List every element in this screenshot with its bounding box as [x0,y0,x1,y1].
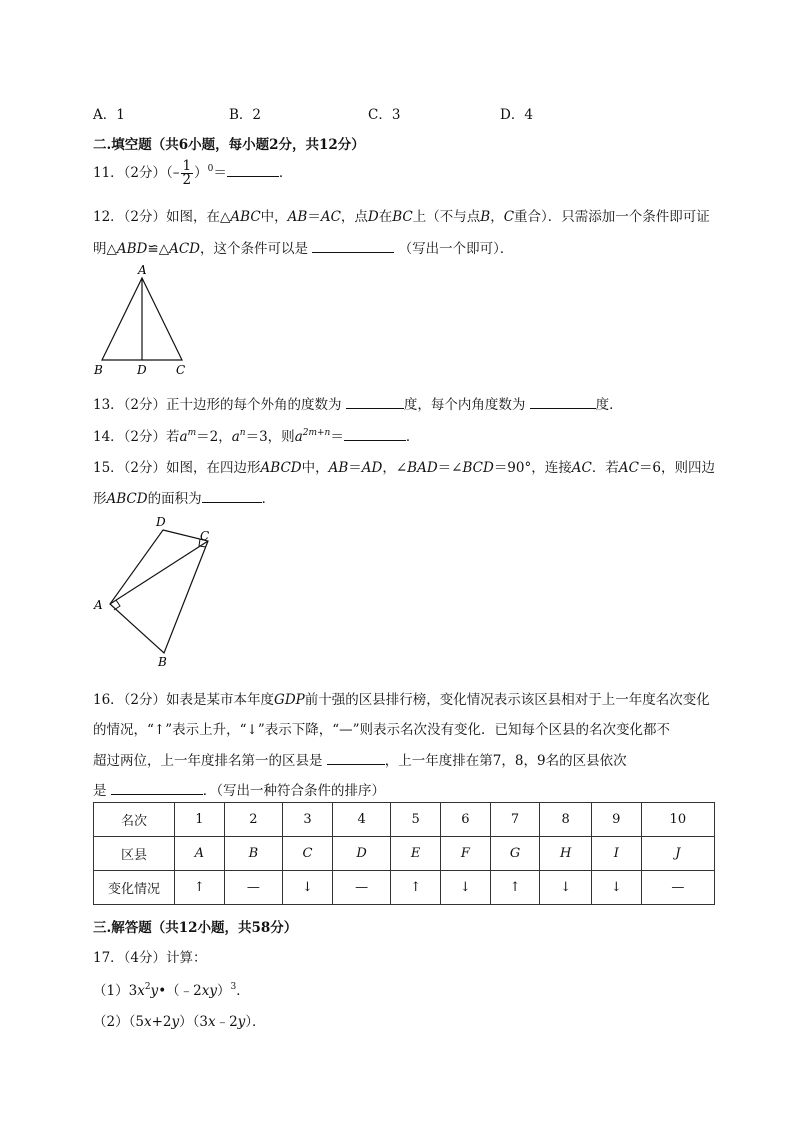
table-row-rank [94,803,715,837]
q12-answer-blank [312,240,394,253]
label-c: C [200,529,210,543]
table-cell: A [175,837,225,871]
row-label-rank: 名次 [94,803,175,837]
q14: 14．（2分）若$a^m=2$，$a^n=3$，则$a^{2m+n}=$ ． [93,428,420,445]
table-cell: G [490,837,540,871]
table-row-change [94,871,715,905]
q17-part2: （2）（5x+2y）（3x﹣2y）． [93,1014,266,1030]
table-cell: — [641,871,714,905]
table-cell: 1 [175,803,225,837]
q14-answer-blank [344,428,406,441]
q16-line1: 16．（2分）如表是某市本年度GDP前十强的区县排行榜，变化情况表示该区县相对于上一年度名次变化 [93,692,710,708]
table-cell: 5 [391,803,441,837]
table-cell: ↑ [391,871,441,905]
q15-answer-blank [202,490,262,503]
q15-line1: 15．（2分）如图，在四边形ABCD中，AB＝AD，∠BAD＝∠BCD＝90°，连接AC．若AC＝6，则四边 [93,460,716,476]
table-cell: 9 [591,803,641,837]
table-cell: — [224,871,282,905]
section2-heading: 二.填空题（共6小题，每小题2分，共12分） [93,137,365,153]
q13: 13．（2分）正十边形的每个外角的度数为 度，每个内角度数为 度． [93,397,623,413]
q17-part1: $(1)3x^2y•(﹣2xy)^3$． [93,982,250,999]
q11-fraction: $\frac{1}{2}$ [182,158,192,188]
table-cell: 3 [283,803,333,837]
q12-line2: 明△ABD≌△ACD，这个条件可以是 （写出一个即可）． [93,241,514,257]
q11: 11．（2分）（– $\frac{1}{2}$ ）$^0$＝ ． [93,158,293,188]
table-cell: 8 [540,803,592,837]
q15-quadrilateral-figure [88,512,218,672]
q16-blank-1 [327,752,385,765]
row-label-district: 区县 [94,837,175,871]
table-cell: ↓ [441,871,491,905]
q15-line2: 形ABCD的面积为 ． [93,491,276,507]
q10-option-b: B．2 [229,107,262,123]
q10-option-a: A．1 [93,107,125,123]
q16-line4: 是 ．（写出一种符合条件的排序） [93,783,386,799]
q16-line2: 的情况，“↑”表示上升，“↓”表示下降，“—”则表示名次没有变化．已知每个区县的名次变化都不 [93,722,671,738]
q11-prefix: 11．（2分） [93,165,167,181]
table-cell: I [591,837,641,871]
table-cell: 6 [441,803,491,837]
table-cell: J [641,837,714,871]
q10-option-c: C．3 [368,107,401,123]
q10-option-d: D．4 [500,107,533,123]
table-cell: 4 [332,803,390,837]
table-cell: 7 [490,803,540,837]
table-cell: ↑ [490,871,540,905]
table-row-district [94,837,715,871]
table-cell: ↓ [591,871,641,905]
q17-prompt: 17．（4分）计算： [93,950,207,966]
table-cell: ↓ [540,871,592,905]
q16-blank-2 [111,782,203,795]
table-cell: H [540,837,592,871]
table-cell: F [441,837,491,871]
table-cell: ↑ [175,871,225,905]
table-cell: ↓ [283,871,333,905]
label-b: B [158,655,167,669]
table-cell: C [283,837,333,871]
diagonal-ac [110,541,208,604]
quadrilateral-abcd [110,530,208,653]
table-cell: 10 [641,803,714,837]
q12-triangle-figure [88,262,198,380]
label-d: D [156,515,166,529]
table-cell: D [332,837,390,871]
label-c: C [176,363,186,377]
table-cell: — [332,871,390,905]
label-a: A [138,263,147,277]
label-a: A [94,598,103,612]
q16-ranking-table [93,802,715,905]
q16-line3: 超过两位，上一年度排名第一的区县是 ，上一年度排在第7，8，9名的区县依次 [93,753,627,769]
q11-answer-blank [227,164,279,177]
label-d: D [137,363,147,377]
table-cell: 2 [224,803,282,837]
q12-line1: 12．（2分）如图，在△ABC中，AB＝AC，点D在BC上（不与点B，C重合）．只需添加一个条件即可证 [93,209,710,225]
q13-blank-1 [346,396,404,409]
label-b: B [94,363,103,377]
table-cell: E [391,837,441,871]
q13-blank-2 [530,396,596,409]
table-cell: B [224,837,282,871]
section3-heading: 三.解答题（共12小题，共58分） [93,920,298,936]
row-label-change: 变化情况 [94,871,175,905]
